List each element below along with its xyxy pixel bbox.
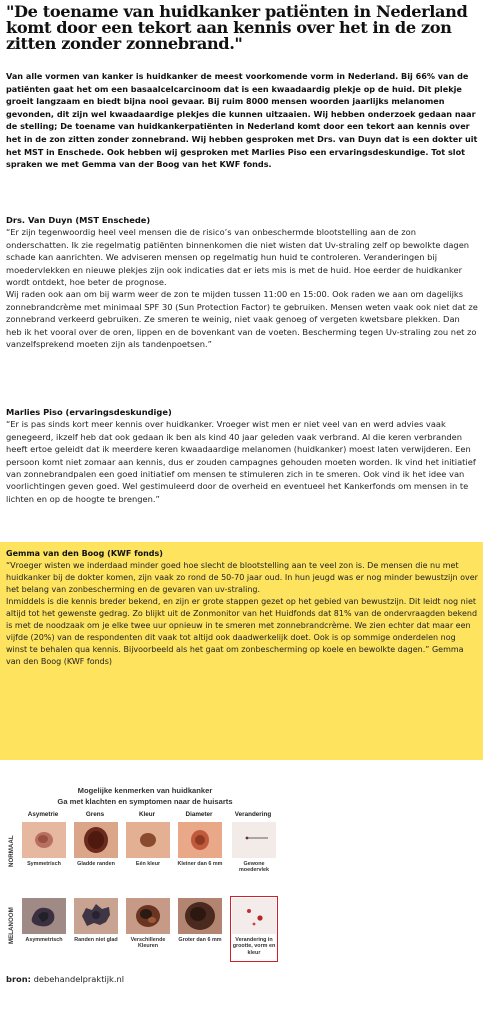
infographic-title: Mogelijke kenmerken van huidkanker — [77, 786, 213, 795]
skin-cancer-infographic — [6, 782, 284, 972]
caption-asymmetrisch: Asymmetrisch — [25, 937, 63, 943]
caption-gladde-randen: Gladde randen — [77, 861, 115, 867]
column-header-verandering: Verandering — [234, 811, 272, 818]
melanoma-large-diameter-image — [178, 898, 222, 934]
source-label: bron: — [6, 974, 31, 984]
quote-text: “Er zijn tegenwoordig heel veel mensen die de risico’s van onbeschermde blootstelling aan de zon onderschatten. Ik zie regelmatig patiënten binnenkomen die niet wisten dat Uv-straling zelf op bewolkte dagen schade kan aanrichten. We adviseren mensen op regelmatig hun huid te controleren. Veranderingen bij moedervlekken en nieuwe plekjes zijn ook indicaties dat er iets mis is met de huid. Hoe eerder de huidkanker wordt ontdekt, hoe beter de prognose. Wij raden ook aan om bij warm weer de zon te mijden tussen 11:00 en 15:00. Ook raden we aan om dagelijks zonnebrandcrème met minimaal SPF 30 (Sun Protection Factor) te gebruiken. Mensen weten vaak ook niet dat ze zonnebrand verkeerd gebruiken. Ze smeren te weinig, niet vaak genoeg of vergeten kwetsbare plekken. Dan heb ik het vooral over de oren, lippen en de bovenkant van de voeten. Bescherming tegen Uv-straling zou net zo vanzelfsprekend moeten zijn als tandenpoetsen.” — [6, 227, 478, 350]
article-title: "De toename van huidkanker patiënten in Nederland komt door een tekort aan kennis over het in de zon zitten zonder zonnebrand." — [6, 2, 468, 53]
source-value: debehandelpraktijk.nl — [33, 974, 125, 984]
row-label-normaal: NORMAAL — [8, 835, 15, 867]
quote-text: “Vroeger wisten we inderdaad minder goed hoe slecht de blootstelling aan te veel zon is. De mensen die nu met huidkanker bij de dokter komen, zijn vaak zo rond de 50-70 jaar oud. In hun jeugd was er nog minder bewustzijn over het belang van zonbescherming en de gevaren van uv-straling. Inmiddels is die kennis breder bekend, en zijn er grote stappen gezet op het gebied van bewustzijn. Dit leidt nog niet altijd tot het gewenste gedrag. Zo blijkt uit de Zonmonitor van het Huidfonds dat 81% van de ondervraagden bekend is met de noodzaak om je elke twee uur opnieuw in te smeren met zonnebrandcrème. We zien echter dat maar een vijfde (20%) van de respondenten dit vaak tot altijd ook daadwerkelijk doet. Ook is op sommige onderdelen nog winst te behalen qua kennis. Bijvoorbeeld als het gaat om zonbescherming op koele en bewolkte dagen.” Gemma van den Boog (KWF fonds) — [6, 561, 478, 666]
column-header-kleur: Kleur — [138, 811, 156, 818]
caption-verandering: Verandering in grootte, vorm en kleur — [232, 937, 276, 956]
intro-paragraph: Van alle vormen van kanker is huidkanker de meest voorkomende vorm in Nederland. Bij 66% van de patiënten gaat het om een basaalcelcarcinoom dat is een kwaadaardig plekje op de huid. Dit plekje groeit langzaam en biedt bijna nooi gevaar. Bij ruim 8000 mensen woorden jaarlijks melanomen gevonden, dit zijn wel kwaadaardige plekjes die kunnen uitzaaien. Wij hebben onderzoek gedaan naar de stelling; De toename van huidkankerpatiënten in Nederland komt door een tekort aan kennis over het in de zon zitten zonder zonnebrand. Wij hebben gesproken met Drs. van Duyn dat is een dokter uit het MST in Enschede. Ook hebben wij gesproken met Marlies Piso een ervaringsdeskundige. Tot slot spraken we met Gemma van der Boog van het KWF fonds. — [6, 71, 478, 170]
normal-mole-no-change-image — [232, 822, 276, 858]
caption-kleiner-dan-6mm: Kleiner dan 6 mm — [177, 861, 223, 867]
quote-author: Marlies Piso (ervaringsdeskundige) — [6, 407, 172, 417]
normal-mole-small-diameter-image — [178, 822, 222, 858]
column-header-asymetrie: Asymetrie — [27, 811, 59, 818]
melanoma-irregular-border-image — [74, 898, 118, 934]
source-line — [6, 974, 124, 984]
quote-author: Drs. Van Duyn (MST Enschede) — [6, 215, 151, 225]
normal-mole-one-color-image — [126, 822, 170, 858]
normal-mole-smooth-border-image — [74, 822, 118, 858]
column-header-grens: Grens — [85, 811, 105, 818]
melanoma-multiple-colors-image — [126, 898, 170, 934]
infographic-subtitle: Ga met klachten en symptomen naar de huisarts — [57, 797, 233, 806]
caption-randen-niet-glad: Randen niet glad — [74, 937, 118, 943]
melanoma-asymmetric-image — [22, 898, 66, 934]
column-header-diameter: Diameter — [185, 811, 213, 818]
caption-symmetrisch: Symmetrisch — [27, 861, 61, 867]
quote-van-den-boog — [6, 548, 478, 668]
caption-verschillende-kleuren: Verschillende Kleuren — [130, 937, 166, 950]
verandering-highlight-frame — [230, 896, 278, 962]
quote-van-duyn — [6, 214, 478, 350]
caption-groter-dan-6mm: Groter dan 6 mm — [178, 937, 222, 943]
quote-piso — [6, 406, 478, 505]
quote-text: “Er is pas sinds kort meer kennis over huidkanker. Vroeger wist men er niet veel van en werd advies vaak genegeerd, ikzelf heb dat ook gedaan ik ben als kind 40 jaar geleden vaak verbrand. Al die keren verbranden heeft ertoe geleidt dat ik meerdere keren kwaadaardige melanomen (huidkanker) moest laten verwijderen. Een persoon komt niet zomaar aan kennis, dus er zouden campagnes gehouden moeten worden. Ik vind het initiatief van zonnebrandpalen een goed initiatief om mensen te stimuleren zich in te smeren. Ook vind ik het idee van voorlichtingen geven goed. Wel gestimuleerd door de overheid en eventueel het Kankerfonds om mensen in te lichten en op de hoogte te brengen.” — [6, 419, 476, 504]
normal-mole-symmetric-image — [22, 822, 66, 858]
caption-gewone-moedervlek: Gewone moedervlek — [239, 861, 269, 874]
row-label-melanoom: MELANOOM — [8, 907, 15, 945]
quote-author: Gemma van den Boog (KWF fonds) — [6, 549, 163, 558]
caption-een-kleur: Eén kleur — [135, 861, 161, 867]
